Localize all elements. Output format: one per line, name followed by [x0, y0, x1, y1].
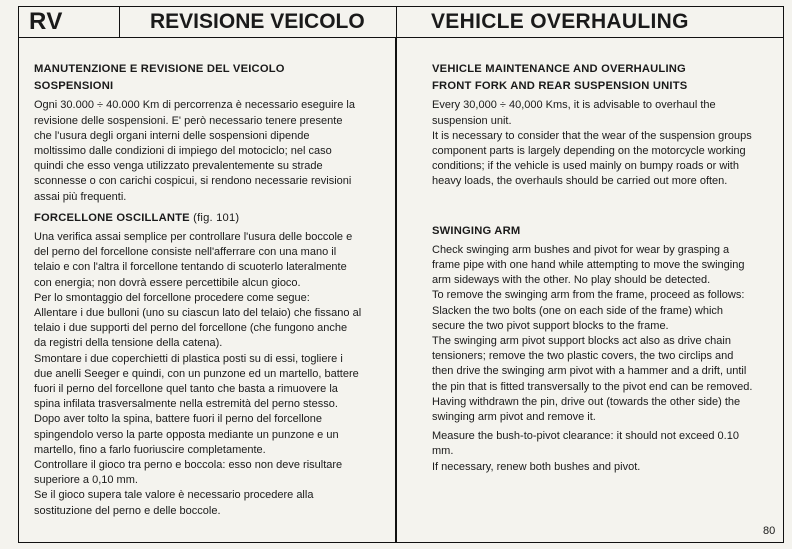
section-code: RV [19, 7, 120, 37]
arm-paragraph-6-it: Controllare il gioco tra perno e boccola: esso non deve risultare superiore a 0,10 mm. [34, 459, 343, 487]
arm-paragraph-3-it: Allentare i due bulloni (uno su ciascun lato del telaio) che fissano al telaio i due supporti del perno del forcellone (che fungono anche da registri della tensione della catena). [34, 307, 362, 350]
arm-paragraph-2-en: To remove the swinging arm from the frame, proceed as follows: [432, 289, 745, 302]
arm-paragraph-7-it: Se il gioco supera tale valore è necessario procedere alla sostituzione del perno e delle boccole. [34, 489, 314, 517]
arm-paragraph-4-it: Smontare i due coperchietti di plastica posti su di essi, togliere i due anelli Seeger e quindi, con un punzone ed un martello, battere fuori il perno del forcellone quel tanto che basta a rimuovere la spina infilata trasversalmente nella estremità del perno stesso. [34, 352, 359, 411]
arm-paragraph-6-en: Measure the bush-to-pivot clearance: it should not exceed 0.10 mm. [432, 430, 739, 458]
suspension-text-it: Ogni 30.000 ÷ 40.000 Km di percorrenza è necessario eseguire la revisione delle sospensioni. E' però necessario tenere presente che l'usura degli organi interni delle sospensioni dipende moltissimo dalle condizioni di impiego del motociclo; nel caso quindi che esso venga utilizzato prevalentemente su strade sconnesse o con carichi cospicui, si rendono necessarie revisioni assai più frequenti. [34, 99, 355, 203]
heading-swinging-arm-it [34, 211, 362, 226]
figure-reference: (fig. 101) [193, 211, 240, 224]
arm-paragraph-3-en: Slacken the two bolts (one on each side of the frame) which secure the two pivot support blocks to the frame. [432, 304, 724, 332]
italian-column [34, 62, 362, 519]
heading-suspension-it: SOSPENSIONI [34, 80, 114, 93]
arm-paragraph-1-it: Una verifica assai semplice per controllare l'usura delle boccole e del perno del forcellone consiste nell'afferrare con una mano il telaio e con l'altra il forcellone tentando di scuoterlo lateralmente con energia; non dovrà essere percettibile alcun gioco. [34, 231, 353, 289]
title-italian: REVISIONE VEICOLO [120, 7, 397, 37]
page-number: 80 [763, 525, 776, 537]
column-divider [395, 38, 397, 543]
suspension-paragraph-2-en: It is necessary to consider that the wear of the suspension groups component parts is largely depending on the motorcycle working conditions; if the vehicle is used mainly on bumpy roads or with heavy loads, the overhauls should be carried out more often. [432, 129, 752, 188]
arm-paragraph-1-en: Check swinging arm bushes and pivot for wear by grasping a frame pipe with one hand while attempting to move the swinging arm sideways with the other. No play should be detected. [432, 243, 745, 287]
arm-paragraph-4-en: The swinging arm pivot support blocks act also as drive chain tensioners; remove the two plastic covers, the two circlips and then drive the swinging arm pivot with a hammer and a drift, until the pin that is fitted transversally to the pivot end can be removed. [432, 335, 753, 393]
heading-swinging-arm-en: SWINGING ARM [432, 224, 521, 237]
english-column [432, 62, 754, 475]
heading-maintenance-en: VEHICLE MAINTENANCE AND OVERHAULING [432, 63, 686, 75]
heading-swinging-arm-label: FORCELLONE OSCILLANTE [34, 211, 190, 224]
arm-paragraph-2-it: Per lo smontaggio del forcellone procedere come segue: [34, 291, 310, 304]
page-header [18, 6, 784, 38]
suspension-paragraph-1-en: Every 30,000 ÷ 40,000 Kms, it is advisable to overhaul the suspension unit. [432, 99, 716, 127]
arm-paragraph-5-it: Dopo aver tolto la spina, battere fuori il perno del forcellone spingendolo verso la parte opposta mediante un punzone e un martello, fino a farlo fuoriuscire completamente. [34, 413, 339, 456]
heading-maintenance-it: MANUTENZIONE E REVISIONE DEL VEICOLO [34, 63, 285, 75]
heading-suspension-en: FRONT FORK AND REAR SUSPENSION UNITS [432, 80, 688, 93]
arm-paragraph-5-en: Having withdrawn the pin, drive out (towards the other side) the swinging arm pivot and remove it. [432, 395, 741, 424]
title-english: VEHICLE OVERHAULING [431, 10, 689, 33]
arm-paragraph-7-en: If necessary, renew both bushes and pivot. [432, 460, 641, 473]
